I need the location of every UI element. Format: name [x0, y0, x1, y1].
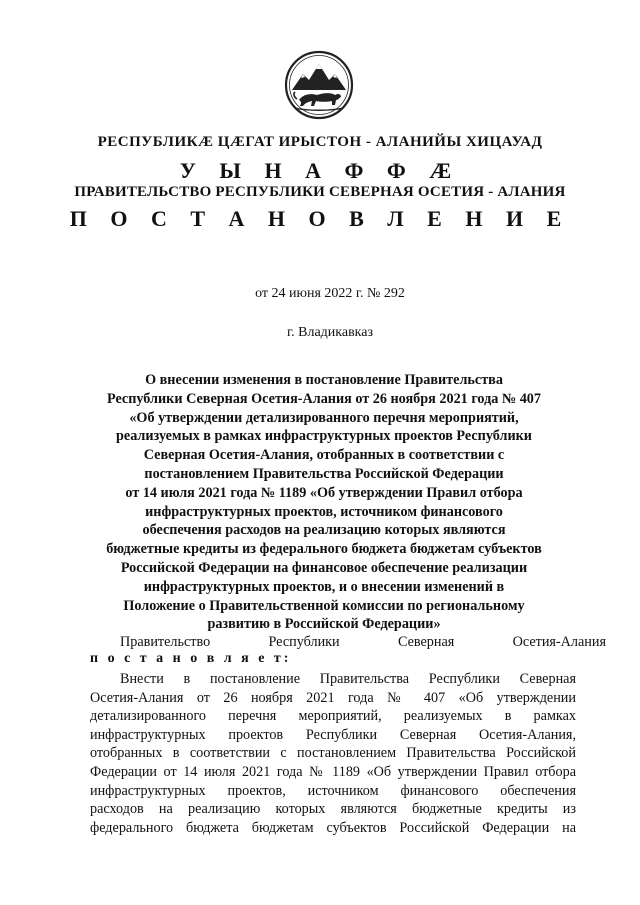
body-line: инфраструктурных проектов, источником финансового обеспечения — [90, 782, 576, 799]
body-line: инфраструктурных проектов Республики Северная Осетия-Алания, — [90, 726, 576, 743]
title-line: реализуемых в рамках инфраструктурных проектов Республики — [116, 428, 532, 445]
body-line: Федерации от 14 июля 2021 года № 1189 «Об утверждении Правил отбора — [90, 763, 576, 780]
header-ossetian-decree: У Ы Н А Ф Ф Æ — [179, 158, 461, 183]
decree-city: г. Владикавказ — [286, 325, 374, 340]
title-line: обеспечения расходов на реализацию которых являются — [142, 522, 506, 539]
header-ossetian-government: РЕСПУБЛИКÆ ЦÆГАТ ИРЫСТОН - АЛАНИЙЫ ХИЦАУАД — [97, 134, 543, 150]
body-line: отобранных в соответствии с постановлением Правительства Российской — [90, 745, 576, 762]
coat-of-arms-emblem — [283, 50, 355, 120]
title-line: О внесении изменения в постановление Правительства — [145, 372, 503, 388]
decree-title — [84, 371, 564, 634]
title-line: бюджетные кредиты из федерального бюджета бюджетам субъектов — [106, 541, 542, 558]
title-line: Республики Северная Осетия-Алания от 26 ноября 2021 года № 407 — [106, 390, 541, 407]
body-paragraph — [90, 670, 576, 837]
title-line: Положение о Правительственной комиссии по региональному — [123, 597, 525, 614]
header-russian-government: ПРАВИТЕЛЬСТВО РЕСПУБЛИКИ СЕВЕРНАЯ ОСЕТИЯ - АЛАНИЯ — [74, 184, 566, 200]
body-line: Внести в постановление Правительства Республики Северная — [120, 671, 576, 687]
title-line: постановлением Правительства Российской Федерации — [144, 465, 504, 482]
body-postanovlyaet: п о с т а н о в л я е т: — [90, 651, 292, 666]
body-line: Осетия-Алания от 26 ноября 2021 года № 407 «Об утверждении — [90, 689, 576, 706]
body-line: расходов на реализацию которых являются бюджетные кредиты из — [90, 801, 576, 818]
title-line: Российской Федерации на финансовое обеспечение реализации — [120, 559, 528, 576]
title-line: «Об утверждении детализированного перечня мероприятий, — [129, 409, 519, 426]
body-intro-line: Правительство Республики Северная Осетия-Алания — [120, 634, 606, 650]
body-line: детализированного перечня мероприятий, реализуемых в рамках — [90, 708, 576, 725]
title-line: инфраструктурных проектов, и о внесении изменений в — [143, 578, 505, 595]
title-line: развитию в Российской Федерации» — [207, 616, 441, 633]
body-line: федерального бюджета бюджетам субъектов Российской Федерации на — [90, 819, 576, 836]
title-line: от 14 июля 2021 года № 1189 «Об утверждении Правил отбора — [125, 484, 523, 501]
header-russian-decree: П О С Т А Н О В Л Е Н И Е — [69, 206, 571, 231]
title-line: Северная Осетия-Алания, отобранных в соответствии с — [143, 447, 505, 464]
decree-date-number: от 24 июня 2022 г. № 292 — [255, 286, 405, 301]
title-line: инфраструктурных проектов, источником финансового — [145, 503, 503, 520]
